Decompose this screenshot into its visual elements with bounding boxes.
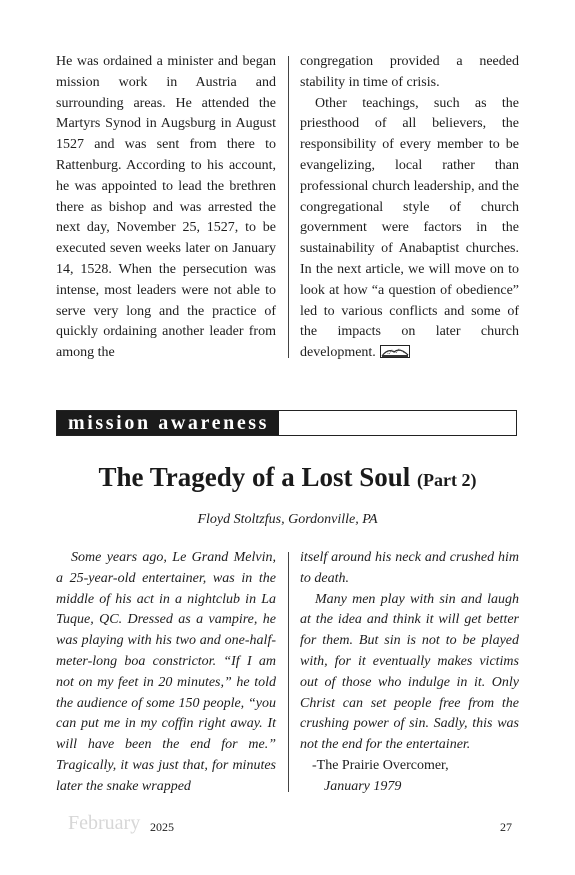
column-divider	[288, 552, 289, 792]
article-right-column	[300, 548, 519, 798]
previous-article-right-column	[300, 52, 519, 364]
section-banner	[56, 410, 517, 436]
column-divider	[288, 56, 289, 358]
article-title	[0, 462, 575, 493]
article-left-column	[56, 548, 276, 798]
footer-month: February	[68, 812, 141, 834]
previous-article-left-column	[56, 52, 276, 364]
section-label: mission awareness	[57, 411, 279, 435]
paragraph: He was ordained a minister and began mission work in Austria and surrounding areas. He attended the Martyrs Synod in Augsburg in August 1527 and was sent from there to Rattenburg. According to his account, he was appointed to lead the brethren there as bishop and was arrested the next day, November 25, 1527, to be executed seven weeks later on January 14, 1528. When the persecution was intense, most leaders were not able to serve very long and the practice of quickly ordaining another leader from among the	[56, 54, 276, 361]
page-number: 27	[500, 820, 512, 834]
end-of-article-icon	[380, 345, 410, 358]
paragraph: itself around his neck and crushed him to death.	[300, 550, 519, 586]
article-credit-source: -The Prairie Overcomer,	[312, 757, 449, 773]
title-part: (Part 2)	[417, 470, 477, 490]
paragraph	[300, 94, 519, 364]
title-text: The Tragedy of a Lost Soul	[98, 462, 411, 492]
paragraph: Some years ago, Le Grand Melvin, a 25-year-old entertainer, was in the middle of his act in a nightclub in La Tuque, QC. Dressed as a vampire, he was playing with his two and one-half-meter-long boa constrictor. “If I am not on my feet in 20 minutes,” he told the audience of some 150 people, “you can put me in my coffin right away. It will have been the end for me.” Tragically, it was just that, for minutes later the snake wrapped	[56, 550, 276, 794]
paragraph: congregation provided a needed stability in time of crisis.	[300, 54, 519, 90]
article-byline: Floyd Stoltzfus, Gordonville, PA	[197, 512, 378, 527]
paragraph-text: Other teachings, such as the priesthood of all believers, the responsibility of every member to be evangelizing, local rather than professional church leadership, and the congregational style of church government were factors in the sustainability of Anabaptist churches. In the next article, we will move on to look at how “a question of obedience” led to various conflicts and some of the impacts on later church development.	[300, 95, 519, 361]
footer-year: 2025	[150, 820, 174, 834]
article-credit-date: January 1979	[324, 778, 402, 794]
paragraph: Many men play with sin and laugh at the idea and think it will get better for them. But sin is not to be played with, for it eventually makes victims out of those who indulge in it. Only Christ can set people free from the crushing power of sin. Sadly, this was not the end for the entertainer.	[300, 591, 519, 753]
